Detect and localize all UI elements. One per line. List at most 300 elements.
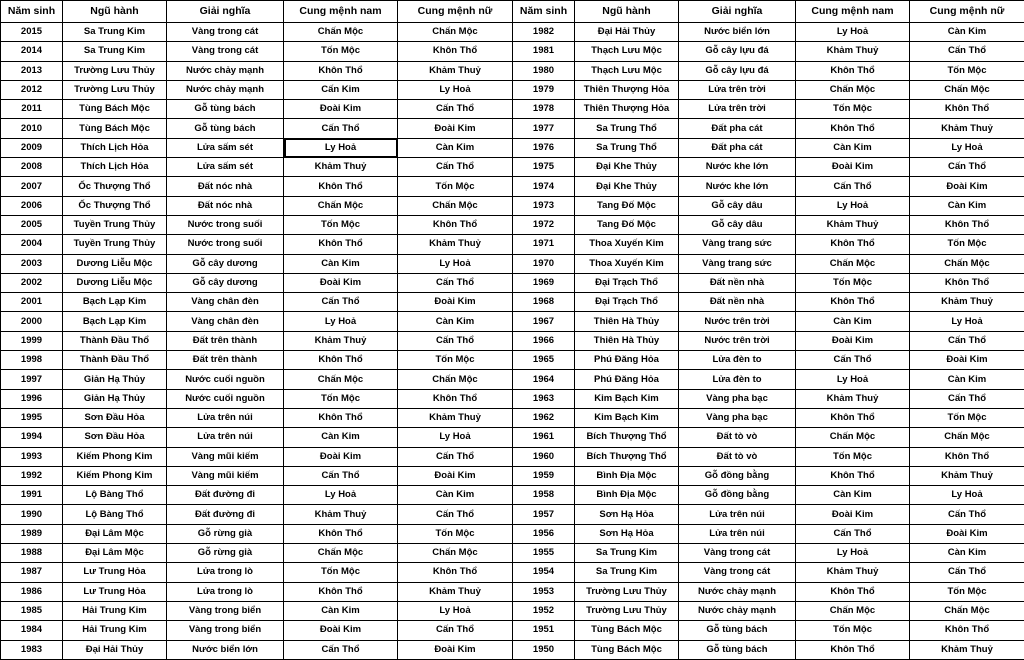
table-row (1, 119, 513, 138)
cell-year: 2014 (1, 42, 63, 61)
cell-cung-menh-nam: Khôn Thổ (284, 177, 398, 196)
cell-giai-nghia: Gỗ tùng bách (167, 119, 284, 138)
right-table-panel (512, 0, 1024, 496)
cell-cung-menh-nu: Khảm Thuỷ (398, 582, 513, 601)
cell-ngu-hanh: Tang Đố Mộc (575, 215, 679, 234)
cell-cung-menh-nu: Khảm Thuỷ (910, 466, 1024, 485)
cell-cung-menh-nu: Đoài Kim (398, 293, 513, 312)
cell-cung-menh-nam: Ly Hoả (796, 23, 910, 42)
cell-giai-nghia: Đất trên thành (167, 351, 284, 370)
cell-cung-menh-nam: Khảm Thuỷ (796, 215, 910, 234)
table-row (513, 42, 1024, 61)
cell-giai-nghia: Gỗ đồng bằng (679, 466, 796, 485)
cell-cung-menh-nam: Khôn Thổ (284, 235, 398, 254)
cell-cung-menh-nam: Tốn Mộc (796, 100, 910, 119)
cell-cung-menh-nam: Chấn Mộc (284, 196, 398, 215)
cell-cung-menh-nu: Đoài Kim (398, 119, 513, 138)
cell-ngu-hanh: Thành Đầu Thổ (63, 351, 167, 370)
cell-year: 1992 (1, 466, 63, 485)
cell-year: 1989 (1, 524, 63, 543)
cell-ngu-hanh: Thạch Lưu Mộc (575, 61, 679, 80)
cell-ngu-hanh: Đại Khe Thủy (575, 177, 679, 196)
cell-ngu-hanh: Thoa Xuyến Kim (575, 235, 679, 254)
cell-cung-menh-nam: Cấn Thổ (796, 177, 910, 196)
cell-cung-menh-nam: Khôn Thổ (796, 408, 910, 427)
cell-giai-nghia: Gỗ đồng bằng (679, 486, 796, 505)
cell-giai-nghia: Lửa trên núi (679, 505, 796, 524)
cell-ngu-hanh: Kim Bạch Kim (575, 408, 679, 427)
left-table-panel (0, 0, 512, 496)
cell-ngu-hanh: Sa Trung Thổ (575, 119, 679, 138)
table-row (513, 23, 1024, 42)
table-row (513, 273, 1024, 292)
cell-giai-nghia: Gỗ cây lựu đá (679, 61, 796, 80)
cell-ngu-hanh: Đại Trạch Thổ (575, 273, 679, 292)
table-row (513, 158, 1024, 177)
cell-giai-nghia: Lửa sấm sét (167, 138, 284, 157)
cell-cung-menh-nam: Càn Kim (796, 312, 910, 331)
table-row (1, 100, 513, 119)
table-row (1, 42, 513, 61)
cell-cung-menh-nam: Cấn Thổ (796, 524, 910, 543)
cell-giai-nghia: Vàng trong cát (167, 23, 284, 42)
cell-cung-menh-nu: Cấn Thổ (398, 100, 513, 119)
cell-giai-nghia: Gỗ cây dương (167, 254, 284, 273)
cell-cung-menh-nu: Khôn Thổ (398, 42, 513, 61)
cell-giai-nghia: Vàng trang sức (679, 235, 796, 254)
cell-year: 2011 (1, 100, 63, 119)
cell-year: 1988 (1, 544, 63, 563)
cell-giai-nghia: Gỗ cây dương (167, 273, 284, 292)
header-cung-menh-nu: Cung mệnh nữ (910, 1, 1024, 23)
cell-giai-nghia: Nước chảy mạnh (167, 61, 284, 80)
cell-cung-menh-nam: Tốn Mộc (284, 389, 398, 408)
cell-giai-nghia: Đất nền nhà (679, 273, 796, 292)
cell-year: 1964 (513, 370, 575, 389)
table-row (513, 177, 1024, 196)
cell-year: 1974 (513, 177, 575, 196)
cell-ngu-hanh: Trường Lưu Thủy (63, 80, 167, 99)
cell-giai-nghia: Lửa đèn to (679, 351, 796, 370)
header-giai-nghia: Giải nghĩa (167, 1, 284, 23)
cell-year: 2008 (1, 158, 63, 177)
cell-ngu-hanh: Đại Khe Thủy (575, 158, 679, 177)
cell-cung-menh-nu: Cấn Thổ (398, 621, 513, 640)
cell-cung-menh-nu: Chấn Mộc (398, 370, 513, 389)
table-row (1, 138, 513, 157)
cell-ngu-hanh: Bạch Lạp Kim (63, 293, 167, 312)
header-ngu-hanh: Ngũ hành (63, 1, 167, 23)
cell-giai-nghia: Nước trong suối (167, 215, 284, 234)
cell-ngu-hanh: Kiếm Phong Kim (63, 447, 167, 466)
table-row (513, 466, 1024, 485)
cell-year: 1987 (1, 563, 63, 582)
cell-cung-menh-nu: Khảm Thuỷ (910, 640, 1024, 659)
cell-cung-menh-nu: Cấn Thổ (398, 158, 513, 177)
cell-cung-menh-nu: Khảm Thuỷ (398, 408, 513, 427)
cell-cung-menh-nu: Càn Kim (910, 196, 1024, 215)
cell-cung-menh-nu: Khảm Thuỷ (910, 293, 1024, 312)
cell-cung-menh-nam: Ly Hoả (796, 370, 910, 389)
cell-ngu-hanh: Bích Thượng Thổ (575, 428, 679, 447)
cell-ngu-hanh: Bình Địa Mộc (575, 466, 679, 485)
cell-giai-nghia: Vàng trong cát (167, 42, 284, 61)
cell-cung-menh-nam: Khảm Thuỷ (284, 505, 398, 524)
cell-year: 2015 (1, 23, 63, 42)
table-row (1, 447, 513, 466)
cell-giai-nghia: Gỗ rừng già (167, 524, 284, 543)
cell-giai-nghia: Lửa trên núi (167, 428, 284, 447)
cell-giai-nghia: Gỗ cây lựu đá (679, 42, 796, 61)
cell-giai-nghia: Vàng trang sức (679, 254, 796, 273)
table-row (1, 524, 513, 543)
cell-cung-menh-nu: Ly Hoả (910, 138, 1024, 157)
cell-giai-nghia: Vàng mũi kiếm (167, 447, 284, 466)
cell-ngu-hanh: Thạch Lưu Mộc (575, 42, 679, 61)
cell-cung-menh-nam-selected: Ly Hoả (284, 138, 398, 157)
cell-cung-menh-nam: Đoài Kim (796, 505, 910, 524)
cell-cung-menh-nu: Càn Kim (398, 138, 513, 157)
table-row (513, 582, 1024, 601)
cell-ngu-hanh: Thích Lịch Hỏa (63, 138, 167, 157)
header-nam-sinh: Năm sinh (513, 1, 575, 23)
cell-cung-menh-nu: Ly Hoả (910, 486, 1024, 505)
cell-cung-menh-nam: Chấn Mộc (284, 23, 398, 42)
cell-cung-menh-nam: Ly Hoả (284, 312, 398, 331)
cell-cung-menh-nu: Ly Hoả (398, 428, 513, 447)
cell-cung-menh-nu: Khôn Thổ (910, 621, 1024, 640)
cell-year: 1963 (513, 389, 575, 408)
cell-ngu-hanh: Thoa Xuyến Kim (575, 254, 679, 273)
header-cung-menh-nu: Cung mệnh nữ (398, 1, 513, 23)
cell-cung-menh-nu: Ly Hoả (398, 254, 513, 273)
cell-cung-menh-nam: Khảm Thuỷ (284, 331, 398, 350)
cell-year: 1995 (1, 408, 63, 427)
cell-cung-menh-nu: Khôn Thổ (398, 563, 513, 582)
table-row (513, 505, 1024, 524)
header-cung-menh-nam: Cung mệnh nam (284, 1, 398, 23)
cell-cung-menh-nu: Đoài Kim (910, 351, 1024, 370)
cell-giai-nghia: Đất nóc nhà (167, 196, 284, 215)
cell-year: 1975 (513, 158, 575, 177)
table-row (513, 331, 1024, 350)
cell-cung-menh-nu: Cấn Thổ (910, 331, 1024, 350)
cell-cung-menh-nu: Đoài Kim (398, 466, 513, 485)
cell-cung-menh-nam: Đoài Kim (284, 100, 398, 119)
cell-cung-menh-nam: Ly Hoả (796, 544, 910, 563)
cell-year: 1953 (513, 582, 575, 601)
cell-cung-menh-nu: Tốn Mộc (398, 351, 513, 370)
cell-ngu-hanh: Tang Đố Mộc (575, 196, 679, 215)
cell-year: 1951 (513, 621, 575, 640)
cell-cung-menh-nu: Cấn Thổ (910, 563, 1024, 582)
table-row (513, 447, 1024, 466)
cell-ngu-hanh: Tùng Bách Mộc (63, 119, 167, 138)
cell-cung-menh-nu: Cấn Thổ (398, 331, 513, 350)
cell-cung-menh-nam: Khôn Thổ (284, 582, 398, 601)
cell-ngu-hanh: Đại Lâm Mộc (63, 544, 167, 563)
cell-year: 1983 (1, 640, 63, 659)
cell-giai-nghia: Gỗ cây dâu (679, 215, 796, 234)
cell-giai-nghia: Vàng pha bạc (679, 389, 796, 408)
cell-year: 1991 (1, 486, 63, 505)
cell-cung-menh-nam: Càn Kim (284, 254, 398, 273)
table-row (513, 601, 1024, 620)
cell-cung-menh-nam: Càn Kim (796, 486, 910, 505)
cell-year: 1994 (1, 428, 63, 447)
cell-cung-menh-nu: Chấn Mộc (398, 23, 513, 42)
cell-year: 2003 (1, 254, 63, 273)
cell-year: 1979 (513, 80, 575, 99)
table-row (513, 370, 1024, 389)
cell-cung-menh-nu: Chấn Mộc (398, 544, 513, 563)
cell-cung-menh-nam: Cấn Thổ (284, 119, 398, 138)
cell-giai-nghia: Nước chảy mạnh (679, 601, 796, 620)
table-row (513, 235, 1024, 254)
cell-giai-nghia: Nước cuối nguồn (167, 370, 284, 389)
table-row (1, 80, 513, 99)
table-row (1, 177, 513, 196)
cell-cung-menh-nu: Càn Kim (910, 370, 1024, 389)
cell-year: 2012 (1, 80, 63, 99)
cell-giai-nghia: Lửa đèn to (679, 370, 796, 389)
cell-year: 1993 (1, 447, 63, 466)
cell-cung-menh-nu: Khảm Thuỷ (398, 61, 513, 80)
cell-giai-nghia: Nước chảy mạnh (167, 80, 284, 99)
cell-giai-nghia: Nước trong suối (167, 235, 284, 254)
table-row (513, 408, 1024, 427)
header-giai-nghia: Giải nghĩa (679, 1, 796, 23)
cell-cung-menh-nam: Khảm Thuỷ (284, 158, 398, 177)
table-row (1, 621, 513, 640)
cell-giai-nghia: Nước biển lớn (679, 23, 796, 42)
cell-year: 2001 (1, 293, 63, 312)
cell-ngu-hanh: Hải Trung Kim (63, 621, 167, 640)
cell-year: 1982 (513, 23, 575, 42)
cell-cung-menh-nam: Khôn Thổ (284, 524, 398, 543)
cell-cung-menh-nu: Đoài Kim (910, 524, 1024, 543)
cell-cung-menh-nam: Khôn Thổ (796, 235, 910, 254)
cell-giai-nghia: Nước trên trời (679, 312, 796, 331)
cell-giai-nghia: Gỗ cây dâu (679, 196, 796, 215)
cell-year: 1972 (513, 215, 575, 234)
cell-ngu-hanh: Thích Lịch Hỏa (63, 158, 167, 177)
table-row (513, 138, 1024, 157)
cell-cung-menh-nam: Tốn Mộc (796, 447, 910, 466)
cell-ngu-hanh: Trường Lưu Thủy (63, 61, 167, 80)
cell-giai-nghia: Nước trên trời (679, 331, 796, 350)
table-row (1, 389, 513, 408)
right-table (512, 0, 1024, 660)
cell-ngu-hanh: Hải Trung Kim (63, 601, 167, 620)
cell-giai-nghia: Vàng trong biển (167, 621, 284, 640)
cell-cung-menh-nam: Tốn Mộc (284, 563, 398, 582)
cell-year: 2007 (1, 177, 63, 196)
table-row (1, 351, 513, 370)
cell-year: 1954 (513, 563, 575, 582)
cell-ngu-hanh: Lộ Bàng Thổ (63, 486, 167, 505)
cell-year: 1978 (513, 100, 575, 119)
cell-cung-menh-nu: Khôn Thổ (910, 100, 1024, 119)
table-row (513, 80, 1024, 99)
table-row (1, 428, 513, 447)
cell-cung-menh-nu: Ly Hoả (398, 80, 513, 99)
cell-cung-menh-nu: Khảm Thuỷ (910, 119, 1024, 138)
cell-year: 1952 (513, 601, 575, 620)
cell-ngu-hanh: Tuyền Trung Thủy (63, 215, 167, 234)
cell-giai-nghia: Vàng mũi kiếm (167, 466, 284, 485)
table-row (513, 640, 1024, 659)
table-row (513, 621, 1024, 640)
table-row (1, 23, 513, 42)
cell-year: 1985 (1, 601, 63, 620)
cell-cung-menh-nam: Đoài Kim (796, 158, 910, 177)
cell-cung-menh-nam: Đoài Kim (284, 621, 398, 640)
cell-year: 1955 (513, 544, 575, 563)
table-row (1, 293, 513, 312)
cell-ngu-hanh: Đại Lâm Mộc (63, 524, 167, 543)
cell-ngu-hanh: Sơn Đầu Hỏa (63, 428, 167, 447)
table-row (1, 563, 513, 582)
cell-giai-nghia: Vàng chân đèn (167, 312, 284, 331)
cell-cung-menh-nu: Khôn Thổ (910, 215, 1024, 234)
table-row (513, 100, 1024, 119)
cell-year: 1969 (513, 273, 575, 292)
cell-cung-menh-nam: Cấn Kim (284, 80, 398, 99)
cell-ngu-hanh: Thành Đầu Thổ (63, 331, 167, 350)
table-row (1, 158, 513, 177)
cell-cung-menh-nu: Cấn Thổ (398, 273, 513, 292)
cell-cung-menh-nam: Đoài Kim (796, 331, 910, 350)
cell-giai-nghia: Nước khe lớn (679, 177, 796, 196)
cell-cung-menh-nam: Đoài Kim (284, 273, 398, 292)
cell-giai-nghia: Gỗ tùng bách (679, 621, 796, 640)
cell-cung-menh-nam: Cấn Thổ (284, 293, 398, 312)
table-row (1, 312, 513, 331)
table-row (513, 544, 1024, 563)
cell-giai-nghia: Đất đường đi (167, 486, 284, 505)
cell-cung-menh-nam: Cấn Thổ (284, 640, 398, 659)
cell-cung-menh-nam: Khôn Thổ (284, 408, 398, 427)
cell-giai-nghia: Vàng chân đèn (167, 293, 284, 312)
cell-year: 1965 (513, 351, 575, 370)
cell-cung-menh-nu: Cấn Thổ (398, 505, 513, 524)
table-row (513, 119, 1024, 138)
cell-ngu-hanh: Lộ Bàng Thổ (63, 505, 167, 524)
cell-giai-nghia: Đất pha cát (679, 119, 796, 138)
cell-cung-menh-nu: Càn Kim (910, 544, 1024, 563)
cell-giai-nghia: Vàng trong biển (167, 601, 284, 620)
cell-cung-menh-nam: Chấn Mộc (284, 370, 398, 389)
cell-cung-menh-nam: Cấn Thổ (284, 466, 398, 485)
cell-ngu-hanh: Đại Hải Thủy (575, 23, 679, 42)
cell-cung-menh-nam: Khảm Thuỷ (796, 42, 910, 61)
cell-year: 1960 (513, 447, 575, 466)
table-row (1, 640, 513, 659)
cell-ngu-hanh: Dương Liễu Mộc (63, 254, 167, 273)
cell-cung-menh-nam: Chấn Mộc (284, 544, 398, 563)
cell-cung-menh-nu: Tốn Mộc (910, 235, 1024, 254)
cell-ngu-hanh: Dương Liễu Mộc (63, 273, 167, 292)
table-row (513, 61, 1024, 80)
cell-giai-nghia: Lửa trên núi (167, 408, 284, 427)
cell-cung-menh-nam: Ly Hoả (796, 196, 910, 215)
cell-year: 1996 (1, 389, 63, 408)
cell-cung-menh-nam: Chấn Mộc (796, 601, 910, 620)
table-header-row (513, 1, 1024, 23)
table-row (1, 61, 513, 80)
cell-cung-menh-nu: Càn Kim (910, 23, 1024, 42)
cell-cung-menh-nu: Tốn Mộc (910, 61, 1024, 80)
header-ngu-hanh: Ngũ hành (575, 1, 679, 23)
cell-ngu-hanh: Đại Trạch Thổ (575, 293, 679, 312)
cell-cung-menh-nu: Ly Hoả (910, 312, 1024, 331)
cell-cung-menh-nu: Ly Hoả (398, 601, 513, 620)
cell-year: 1977 (513, 119, 575, 138)
cell-ngu-hanh: Đại Hải Thủy (63, 640, 167, 659)
cell-year: 1998 (1, 351, 63, 370)
cell-giai-nghia: Đất đường đi (167, 505, 284, 524)
cell-cung-menh-nu: Chấn Mộc (910, 80, 1024, 99)
cell-giai-nghia: Lửa trên núi (679, 524, 796, 543)
cell-ngu-hanh: Trường Lưu Thủy (575, 582, 679, 601)
cell-cung-menh-nam: Càn Kim (796, 138, 910, 157)
cell-cung-menh-nu: Khôn Thổ (398, 215, 513, 234)
cell-year: 1970 (513, 254, 575, 273)
table-row (513, 428, 1024, 447)
table-row (1, 408, 513, 427)
cell-cung-menh-nam: Cấn Thổ (796, 351, 910, 370)
cell-year: 1958 (513, 486, 575, 505)
cell-ngu-hanh: Sơn Đầu Hỏa (63, 408, 167, 427)
cell-giai-nghia: Lửa trên trời (679, 100, 796, 119)
cell-cung-menh-nam: Khôn Thổ (796, 582, 910, 601)
cell-cung-menh-nu: Cấn Thổ (910, 389, 1024, 408)
cell-giai-nghia: Đất nóc nhà (167, 177, 284, 196)
cell-giai-nghia: Đất tò vò (679, 447, 796, 466)
cell-cung-menh-nam: Càn Kim (284, 601, 398, 620)
cell-cung-menh-nu: Cấn Thổ (910, 42, 1024, 61)
cell-cung-menh-nam: Khôn Thổ (796, 466, 910, 485)
left-table-body (1, 23, 513, 660)
cell-cung-menh-nam: Khôn Thổ (796, 119, 910, 138)
cell-cung-menh-nam: Tốn Mộc (796, 621, 910, 640)
table-row (1, 331, 513, 350)
cell-cung-menh-nam: Khôn Thổ (796, 61, 910, 80)
table-row (1, 486, 513, 505)
cell-giai-nghia: Lửa sấm sét (167, 158, 284, 177)
cell-giai-nghia: Đất trên thành (167, 331, 284, 350)
cell-cung-menh-nu: Khảm Thuỷ (398, 235, 513, 254)
cell-year: 1986 (1, 582, 63, 601)
table-row (513, 293, 1024, 312)
table-row (513, 486, 1024, 505)
cell-cung-menh-nu: Cấn Thổ (910, 158, 1024, 177)
cell-cung-menh-nam: Chấn Mộc (796, 428, 910, 447)
table-row (1, 254, 513, 273)
table-row (1, 370, 513, 389)
cell-giai-nghia: Đất nền nhà (679, 293, 796, 312)
cell-cung-menh-nu: Khôn Thổ (398, 389, 513, 408)
cell-cung-menh-nu: Càn Kim (398, 312, 513, 331)
table-row (513, 312, 1024, 331)
cell-giai-nghia: Nước biển lớn (167, 640, 284, 659)
cell-cung-menh-nam: Chấn Mộc (796, 80, 910, 99)
cell-giai-nghia: Vàng trong cát (679, 544, 796, 563)
cell-cung-menh-nu: Cấn Thổ (398, 447, 513, 466)
cell-cung-menh-nam: Chấn Mộc (796, 254, 910, 273)
cell-year: 2005 (1, 215, 63, 234)
